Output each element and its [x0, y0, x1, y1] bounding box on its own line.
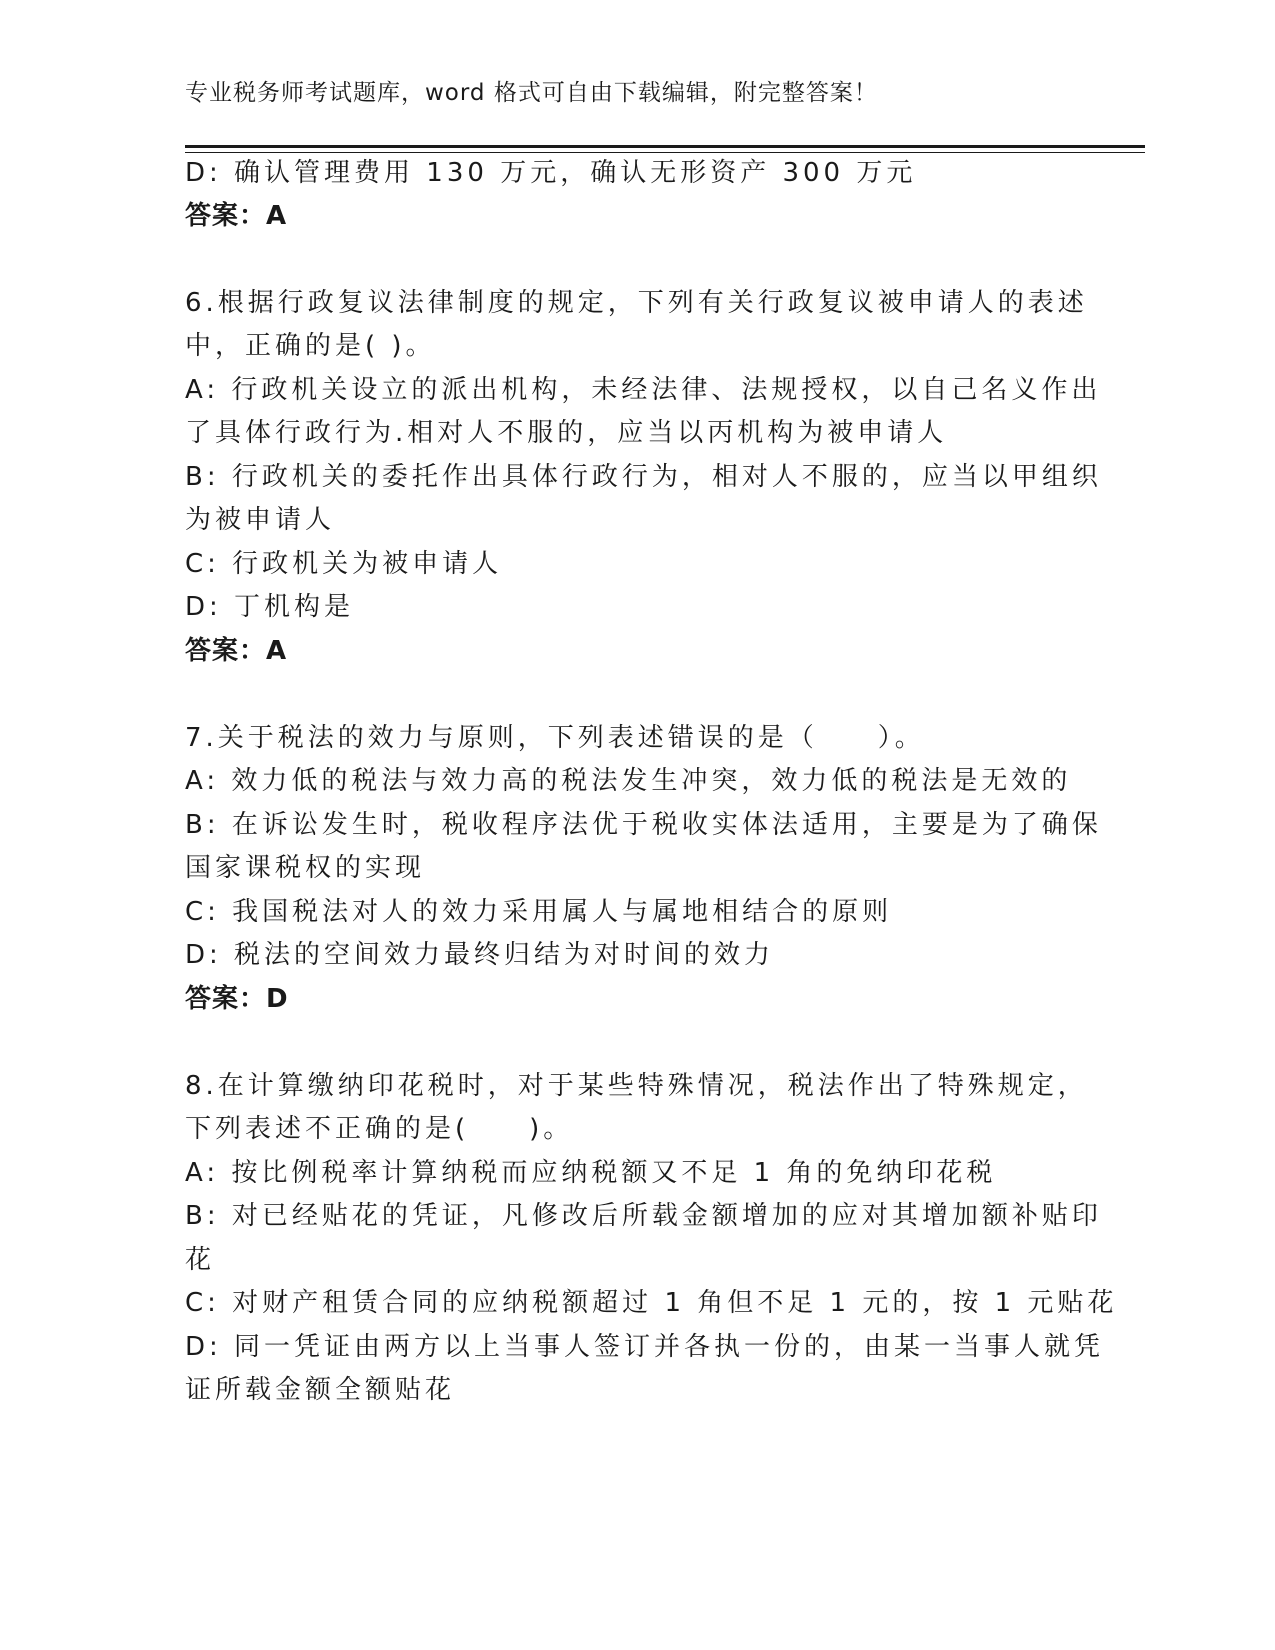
header-rule-thin	[185, 152, 1145, 153]
option-b-cont: 国家课税权的实现	[185, 853, 426, 883]
option-d: D: 确认管理费用 130 万元，确认无形资产 300 万元	[185, 158, 917, 188]
answer: 答案：A	[185, 201, 288, 231]
page-header: 专业税务师考试题库，word 格式可自由下载编辑，附完整答案！	[185, 80, 878, 106]
answer: 答案：A	[185, 636, 288, 666]
header-rule	[185, 145, 1145, 148]
option-b-cont: 为被申请人	[185, 505, 336, 535]
option-c: C: 对财产租赁合同的应纳税额超过 1 角但不足 1 元的，按 1 元贴花	[185, 1288, 1118, 1318]
option-d: D: 税法的空间效力最终归结为对时间的效力	[185, 940, 775, 970]
option-a: A: 效力低的税法与效力高的税法发生冲突，效力低的税法是无效的	[185, 766, 1072, 796]
option-d: D: 丁机构是	[185, 592, 355, 622]
question-6-cont: 中，正确的是( )。	[185, 331, 436, 361]
option-c: C: 我国税法对人的效力采用属人与属地相结合的原则	[185, 897, 893, 927]
question-8: 8.在计算缴纳印花税时，对于某些特殊情况，税法作出了特殊规定，	[185, 1071, 1088, 1101]
option-c: C: 行政机关为被申请人	[185, 549, 503, 579]
option-a-cont: 了具体行政行为.相对人不服的，应当以丙机构为被申请人	[185, 418, 948, 448]
option-b: B: 在诉讼发生时，税收程序法优于税收实体法适用，主要是为了确保	[185, 810, 1102, 840]
option-a: A: 行政机关设立的派出机构，未经法律、法规授权，以自己名义作出	[185, 375, 1102, 405]
option-d: D: 同一凭证由两方以上当事人签订并各执一份的，由某一当事人就凭	[185, 1332, 1105, 1362]
option-b: B: 对已经贴花的凭证，凡修改后所载金额增加的应对其增加额补贴印	[185, 1201, 1102, 1231]
answer: 答案：D	[185, 984, 289, 1014]
option-b-cont: 花	[185, 1245, 216, 1275]
option-b: B: 行政机关的委托作出具体行政行为，相对人不服的，应当以甲组织	[185, 462, 1102, 492]
question-8-cont: 下列表述不正确的是( )。	[185, 1114, 574, 1144]
question-6: 6.根据行政复议法律制度的规定，下列有关行政复议被申请人的表述	[185, 288, 1088, 318]
option-a: A: 按比例税率计算纳税而应纳税额又不足 1 角的免纳印花税	[185, 1158, 997, 1188]
option-d-cont: 证所载金额全额贴花	[185, 1375, 456, 1405]
question-7: 7.关于税法的效力与原则，下列表述错误的是（ ）。	[185, 723, 925, 753]
